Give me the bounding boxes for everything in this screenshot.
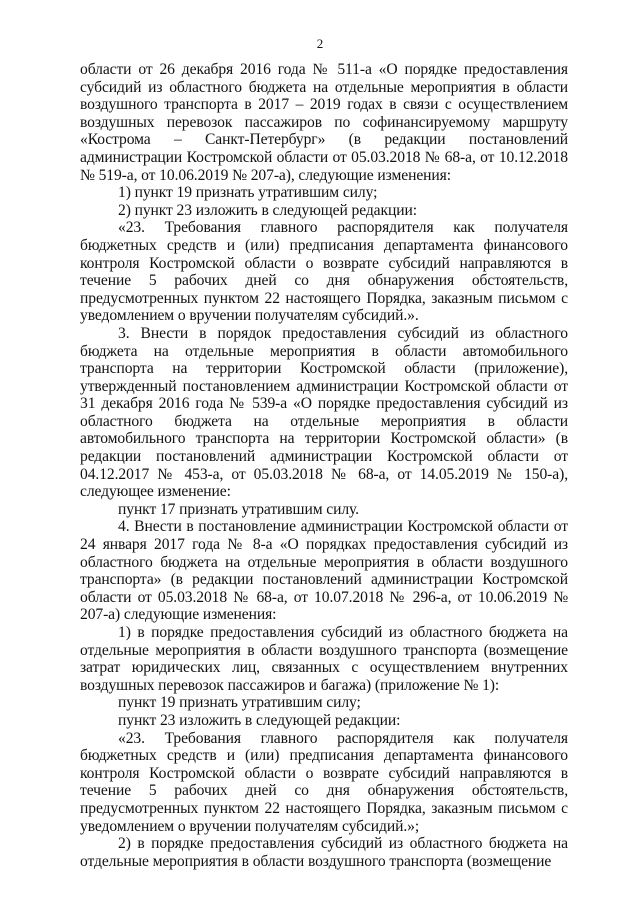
paragraph-quote-clause-23: «23. Требования главного распорядителя как получателя бюджетных средств и (или) предписания департамента финансового контроля Костромской области о возврате субсидий направляются в течение 5 рабочих дней со дня обнаружения обстоятельств, предусмотренных пунктом 22 настоящего Порядка, заказным письмом с уведомлением о вручении получателям субсидий.». bbox=[80, 219, 568, 325]
paragraph-item-2-clause-23: 2) пункт 23 изложить в следующей редакции: bbox=[118, 201, 417, 219]
paragraph-section-3: 3. Внести в порядок предоставления субсидий из областного бюджета на отдельные мероприятия в области автомобильного транспорта на территории Костромской области (приложение), утвержденный постановлением администрации Костромской области от 31 декабря 2016 года № 539-а «О порядке предоставления субсидий из областного бюджета на отдельные мероприятия в области автомобильного транспорта на территории Костромской области» (в редакции постановлений администрации Костромской области от 04.12.2017 № 453-а, от 05.03.2018 № 68-а, от 14.05.2019 № 150-а), следующее изменение: bbox=[80, 324, 568, 501]
paragraph-clause-17: пункт 17 признать утратившим силу. bbox=[118, 500, 359, 518]
paragraph-clause-23: пункт 23 изложить в следующей редакции: bbox=[118, 711, 401, 729]
paragraph-section-4-item-1: 1) в порядке предоставления субсидий из областного бюджета на отдельные мероприятия в области воздушного транспорта (возмещение затрат юридических лиц, связанных с осуществлением внутренних воздушных перевозок пассажиров и багажа) (приложение № 1): bbox=[80, 624, 568, 694]
document-body bbox=[80, 61, 568, 870]
page-number: 2 bbox=[316, 36, 324, 51]
paragraph-section-4-item-2: 2) в порядке предоставления субсидий из областного бюджета на отдельные мероприятия в области воздушного транспорта (возмещение bbox=[80, 835, 568, 870]
paragraph-clause-19: пункт 19 признать утратившим силу; bbox=[118, 694, 361, 712]
paragraph-quote-clause-23-second: «23. Требования главного распорядителя как получателя бюджетных средств и (или) предписания департамента финансового контроля Костромской области о возврате субсидий направляются в течение 5 рабочих дней со дня обнаружения обстоятельств, предусмотренных пунктом 22 настоящего Порядка, заказным письмом с уведомлением о вручении получателям субсидий.»; bbox=[80, 729, 568, 835]
paragraph-item-1-clause-19: 1) пункт 19 признать утратившим силу; bbox=[118, 184, 378, 202]
paragraph-continuation: области от 26 декабря 2016 года № 511-а «О порядке предоставления субсидий из областного бюджета на отдельные мероприятия в области воздушного транспорта в 2017 – 2019 годах в связи с осуществлением воздушных перевозок пассажиров по софинансируемому маршруту «Кострома – Санкт-Петербург» (в редакции постановлений администрации Костромской области от 05.03.2018 № 68-а, от 10.12.2018 № 519-а, от 10.06.2019 № 207-а), следующие изменения: bbox=[80, 61, 568, 184]
paragraph-section-4: 4. Внести в постановление администрации Костромской области от 24 января 2017 года № 8-а «О порядках предоставления субсидий из областного бюджета на отдельные мероприятия в области воздушного транспорта» (в редакции постановлений администрации Костромской области от 05.03.2018 № 68-а, от 10.07.2018 № 296-а, от 10.06.2019 № 207-а) следующие изменения: bbox=[80, 518, 568, 624]
